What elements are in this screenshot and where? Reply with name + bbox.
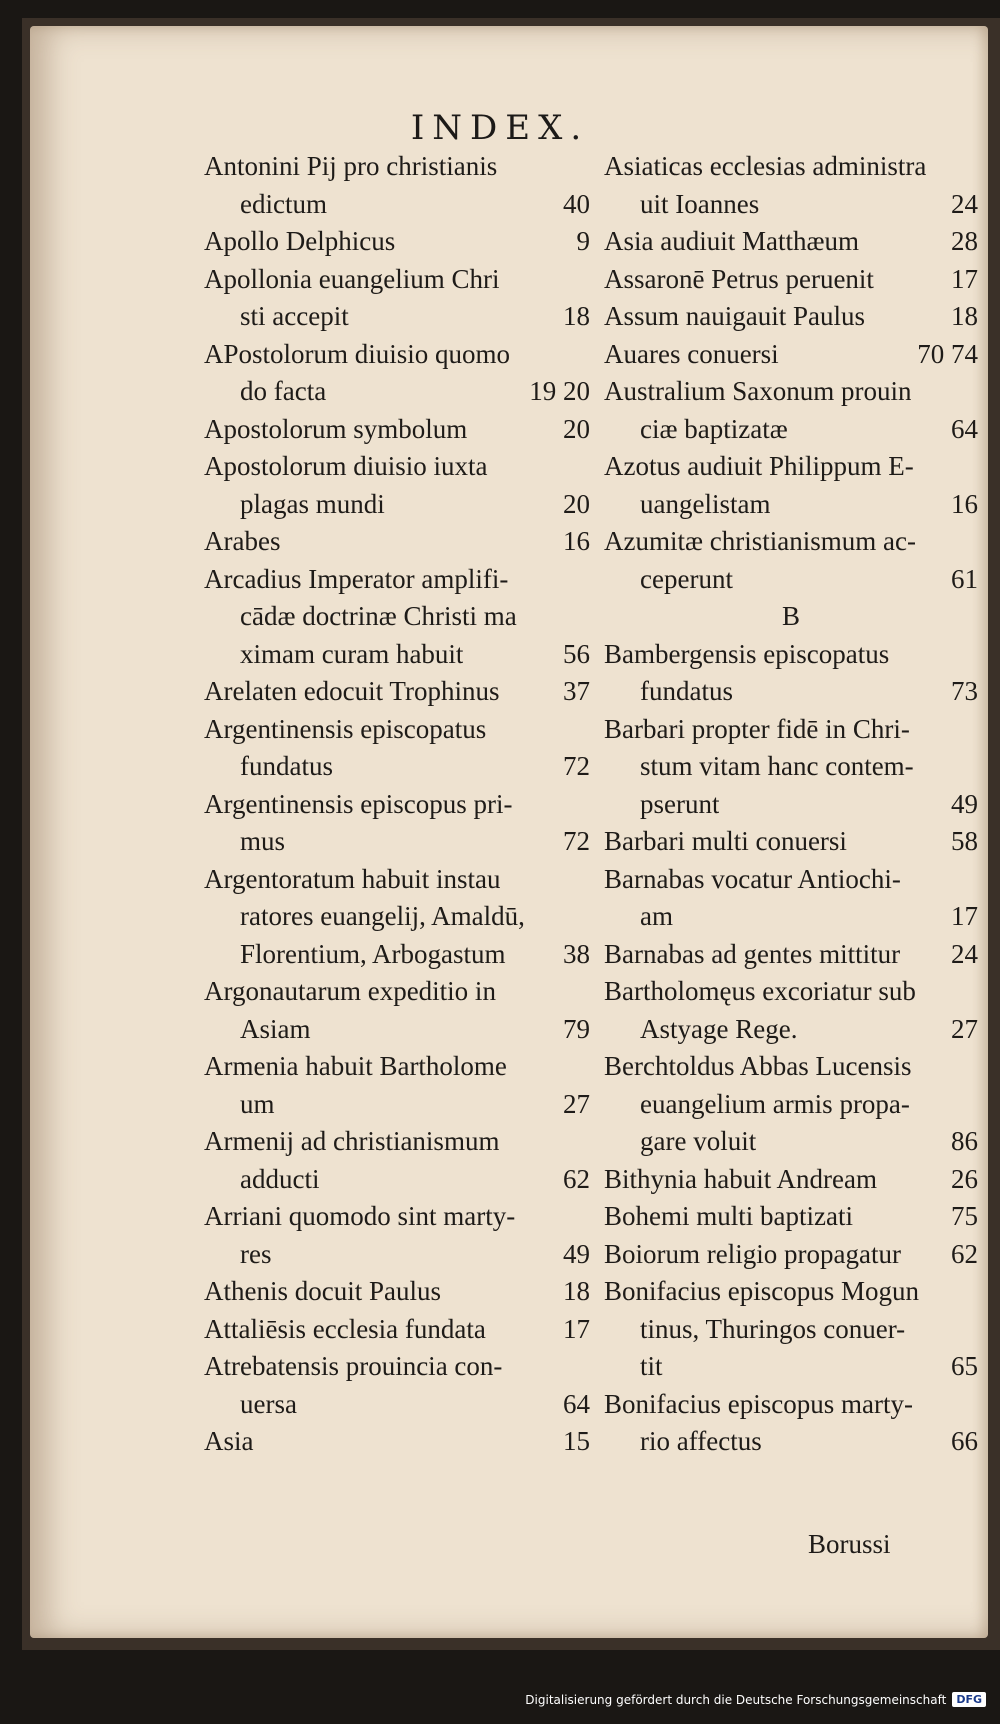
index-entry-text: Azotus audiuit Philippum E- xyxy=(604,451,914,481)
index-page-number: 62 xyxy=(951,1238,978,1269)
index-entry-text: tit xyxy=(640,1351,663,1381)
index-entry xyxy=(204,786,590,861)
index-entry xyxy=(204,711,590,786)
index-page-number: 17 xyxy=(563,1313,590,1344)
index-entry-text: Armenia habuit Bartholome xyxy=(204,1051,507,1081)
index-entry xyxy=(604,336,978,374)
index-page-number: 16 xyxy=(563,526,590,556)
index-entry-text: Armenij ad christianismum xyxy=(204,1126,500,1156)
index-entry-text: res xyxy=(240,1238,272,1269)
index-entry xyxy=(604,861,978,936)
index-entry-text: Bambergensis episcopatus xyxy=(604,638,890,669)
index-page-number: 24 xyxy=(951,188,978,219)
index-page-number: 28 xyxy=(951,226,978,256)
index-page-number: 27 xyxy=(951,1013,978,1044)
index-entry-text: Bohemi multi baptizati xyxy=(604,1201,853,1231)
index-entry-text: Asiam xyxy=(240,1013,311,1044)
index-entry-text: uangelistam xyxy=(640,488,771,519)
index-entry-text: Australium Saxonum prouin xyxy=(604,376,912,406)
index-entry xyxy=(604,523,978,598)
index-page-number: 86 xyxy=(951,1126,978,1156)
index-page-number: 79 xyxy=(563,1013,590,1044)
index-page-number: 18 xyxy=(951,301,978,331)
index-entry-text: Boiorum religio propagatur xyxy=(604,1238,901,1269)
index-entry-text: Athenis docuit Paulus xyxy=(204,1276,441,1306)
index-entry-text: Apostolorum symbolum xyxy=(204,413,468,444)
index-entry-text: tinus, Thuringos conuer- xyxy=(640,1313,906,1344)
index-entry-text: uersa xyxy=(240,1388,297,1419)
index-entry-text: Argentinensis episcopatus xyxy=(204,713,487,744)
index-entry-text: Argentoratum habuit instau xyxy=(204,863,501,894)
index-page-number: 49 xyxy=(951,788,978,819)
index-page-number: 26 xyxy=(951,1163,978,1194)
index-entry xyxy=(604,711,978,824)
index-page-number: 16 xyxy=(951,488,978,519)
index-page-number: 38 xyxy=(563,938,590,969)
index-entry-text: Barbari propter fidē in Chri- xyxy=(604,713,910,744)
index-entry-text: ratores euangelij, Amaldū, xyxy=(240,901,525,931)
index-entry-text: cādæ doctrinæ Christi ma xyxy=(240,601,517,631)
index-entry-text: Bartholomęus excoriatur sub xyxy=(604,976,916,1006)
index-entry-text: adducti xyxy=(240,1163,320,1194)
index-entry-text: Azumitæ christianismum ac- xyxy=(604,526,916,556)
index-entry-text: mus xyxy=(240,826,286,856)
index-entry-text: pserunt xyxy=(640,788,720,819)
index-entry-text: fundatus xyxy=(240,751,333,781)
index-entry xyxy=(204,336,590,411)
index-page-number: 40 xyxy=(563,188,590,219)
index-entry xyxy=(604,1236,978,1274)
index-entry-text: Bithynia habuit Andream xyxy=(604,1163,877,1194)
index-page-number: 9 xyxy=(576,226,590,256)
index-entry xyxy=(604,1161,978,1199)
index-entry-text: ciæ baptizatæ xyxy=(640,413,788,444)
index-entry xyxy=(204,411,590,449)
index-entry-text: Assum nauigauit Paulus xyxy=(604,301,865,331)
index-entry xyxy=(604,973,978,1048)
index-entry-text: Bonifacius episcopus marty- xyxy=(604,1388,913,1419)
footer-credit xyxy=(525,1692,986,1707)
index-entry xyxy=(204,261,590,336)
index-page-number: 20 xyxy=(563,413,590,444)
index-page-number: 66 xyxy=(951,1426,978,1456)
index-entry xyxy=(604,223,978,261)
index-entry-text: stum vitam hanc contem- xyxy=(640,751,914,781)
index-entry-text: Arelaten edocuit Trophinus xyxy=(204,676,500,706)
index-page-number: 18 xyxy=(563,1276,590,1306)
index-entry-text: um xyxy=(240,1088,275,1119)
index-entry xyxy=(204,223,590,261)
index-page-number: 37 xyxy=(563,676,590,706)
index-entry-text: uit Ioannes xyxy=(640,188,760,219)
index-page-number: 70 74 xyxy=(917,338,978,369)
index-entry xyxy=(204,1348,590,1423)
index-entry-text: Attaliēsis ecclesia fundata xyxy=(204,1313,486,1344)
index-page-number: 17 xyxy=(951,263,978,294)
index-entry xyxy=(204,673,590,711)
index-section-letter: B xyxy=(781,601,800,631)
index-entry-text: Florentium, Arbogastum xyxy=(240,938,506,969)
index-page-number: 58 xyxy=(951,826,978,856)
index-page-number: 27 xyxy=(563,1088,590,1119)
index-page-number: 65 xyxy=(951,1351,978,1381)
catchword: Borussi xyxy=(808,1529,891,1559)
page-header: INDEX. xyxy=(410,108,590,148)
index-entry-text: Barnabas ad gentes mittitur xyxy=(604,938,901,969)
index-entry-text: Barnabas vocatur Antiochi- xyxy=(604,863,901,894)
index-entry xyxy=(204,1273,590,1311)
index-page-number: 17 xyxy=(951,901,978,931)
index-entry-text: plagas mundi xyxy=(240,488,385,519)
index-entry xyxy=(204,1198,590,1273)
index-page-number: 61 xyxy=(951,563,978,594)
index-entry xyxy=(604,373,978,448)
index-entry xyxy=(604,1273,978,1386)
index-entry xyxy=(204,1423,590,1461)
index-page-number: 75 xyxy=(951,1201,978,1231)
dfg-logo: DFG xyxy=(952,1692,986,1707)
index-entry xyxy=(204,973,590,1048)
index-entry-text: Argonautarum expeditio in xyxy=(204,976,496,1006)
index-page-number: 20 xyxy=(563,488,590,519)
index-entry-text: Antonini Pij pro christianis xyxy=(204,151,498,181)
index-entry-text: gare voluit xyxy=(640,1126,757,1156)
index-entry-text: ximam curam habuit xyxy=(240,638,464,669)
index-entry-text: ceperunt xyxy=(640,563,733,594)
index-entry-text: sti accepit xyxy=(240,301,349,331)
index-page-number: 18 xyxy=(563,301,590,331)
index-entry-text: Astyage Rege. xyxy=(640,1013,798,1044)
index-column-left xyxy=(204,148,590,1461)
index-entry-text: am xyxy=(640,901,673,931)
index-entry xyxy=(604,148,978,223)
index-entry xyxy=(204,448,590,523)
index-page-number: 24 xyxy=(951,938,978,969)
index-page-number: 56 xyxy=(563,638,590,669)
index-column-right xyxy=(604,148,978,1461)
index-entry-text: Arcadius Imperator amplifi- xyxy=(204,563,509,594)
index-entry xyxy=(604,1386,978,1461)
index-page-number: 64 xyxy=(951,413,978,444)
index-entry-text: Argentinensis episcopus pri- xyxy=(204,788,513,819)
index-entry xyxy=(604,636,978,711)
index-entry xyxy=(604,448,978,523)
index-entry xyxy=(604,936,978,974)
index-entry-text: Arabes xyxy=(204,526,281,556)
index-page-number: 62 xyxy=(563,1163,590,1194)
footer-text: Digitalisierung gefördert durch die Deutsche Forschungsgemeinschaft xyxy=(525,1692,947,1707)
index-entry-text: Berchtoldus Abbas Lucensis xyxy=(604,1051,912,1081)
index-entry xyxy=(604,823,978,861)
index-entry-text: APostolorum diuisio quomo xyxy=(204,338,511,369)
index-entry-text: Asia audiuit Matthæum xyxy=(604,226,859,256)
index-entry-text: Assaronē Petrus peruenit xyxy=(604,263,874,294)
index-page-number: 15 xyxy=(563,1426,590,1456)
index-page-number: 64 xyxy=(563,1388,590,1419)
index-entry xyxy=(204,523,590,561)
index-entry-text: do facta xyxy=(240,376,327,406)
index-entry-text: Barbari multi conuersi xyxy=(604,826,847,856)
index-entry xyxy=(604,298,978,336)
index-page-number: 72 xyxy=(563,751,590,781)
index-entry-text: euangelium armis propa- xyxy=(640,1088,910,1119)
index-entry xyxy=(604,261,978,299)
index-page-number: 72 xyxy=(563,826,590,856)
index-entry-text: Atrebatensis prouincia con- xyxy=(204,1351,503,1381)
index-entry xyxy=(604,1048,978,1161)
index-entry-text: Asia xyxy=(204,1426,254,1456)
index-page-number: 49 xyxy=(563,1238,590,1269)
index-entry-text: fundatus xyxy=(640,676,733,706)
index-entry-text: rio affectus xyxy=(640,1426,762,1456)
index-entry xyxy=(204,861,590,974)
index-entry-text: Apollonia euangelium Chri xyxy=(204,263,500,294)
index-entry xyxy=(204,1048,590,1123)
index-entry-text: edictum xyxy=(240,188,327,219)
index-entry-text: Apollo Delphicus xyxy=(204,226,396,256)
index-entry-text: Arriani quomodo sint marty- xyxy=(204,1201,516,1231)
index-entry-text: Bonifacius episcopus Mogun xyxy=(604,1276,919,1306)
index-entry-text: Apostolorum diuisio iuxta xyxy=(204,451,488,481)
index-entry-text: Auares conuersi xyxy=(604,338,779,369)
index-entry xyxy=(604,1198,978,1236)
index-entry-text: Asiaticas ecclesias administra xyxy=(604,151,927,181)
index-entry xyxy=(204,1311,590,1349)
index-entry xyxy=(204,561,590,674)
index-page-number: 19 20 xyxy=(529,376,590,406)
index-entry xyxy=(204,1123,590,1198)
index-page-number: 73 xyxy=(951,676,978,706)
index-entry xyxy=(204,148,590,223)
